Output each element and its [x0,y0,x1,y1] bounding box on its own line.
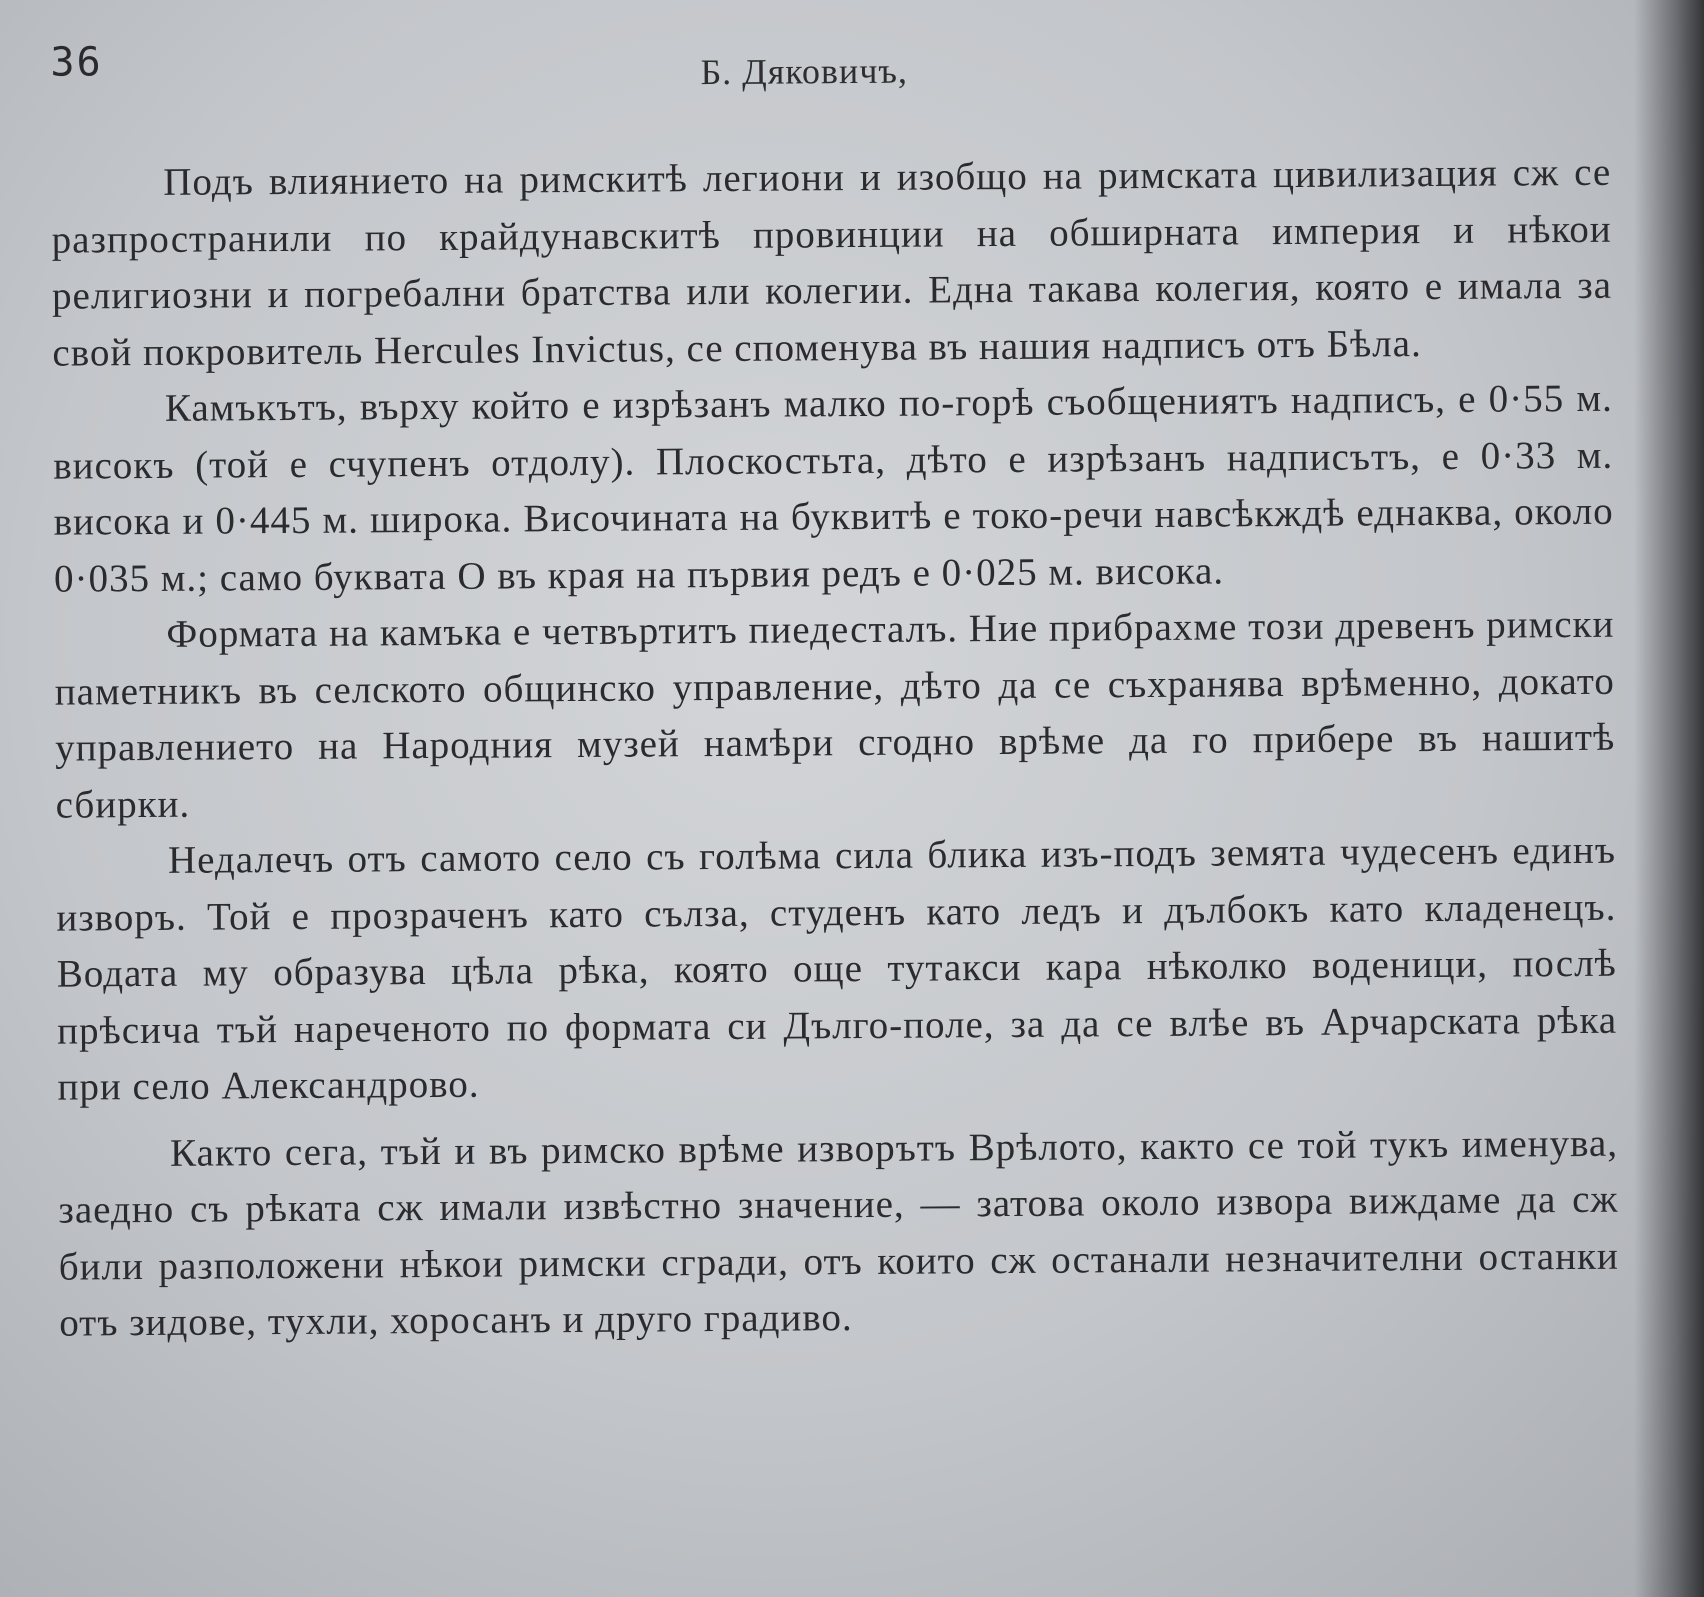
book-spine-shadow [1634,0,1704,1597]
paragraph: Както сега, тъй и въ римско врѣме изворътъ Врѣлото, както се той тукъ именува, заедно съ рѣката сж имали извѣстно значение, — затова около извора виждаме да сж били разположени нѣкои римски сгради, отъ които сж останали незначителни останки отъ зидове, тухли, хоросанъ и друго градиво. [58,1121,1619,1345]
body-text [51,145,1619,1352]
paragraph: Недалечъ отъ самото село съ голѣма сила блика изъ-подъ земята чудесенъ единъ изворъ. Той е прозраченъ като сълза, студенъ като ледъ и дълбокъ като кладенецъ. Водата му образува цѣла рѣка, която още тутакси кара нѣколко воденици, послѣ прѣсича тъй нареченото по формата си Дълго-поле, за да се влѣе въ Арчарската рѣка при село Александрово. [56,828,1618,1109]
paragraph: Камъкътъ, върху който е изрѣзанъ малко по-горѣ съобщениятъ надписъ, е 0·55 м. високъ (той е счупенъ отдолу). Плоскостьта, дѣто е изрѣзанъ надписътъ, е 0·33 м. висока и 0·445 м. широка. Височината на буквитѣ е токо-речи навсѣкждѣ еднаква, около 0·035 м.; само буквата О въ края на първия редъ е 0·025 м. висока. [53,376,1614,601]
page-number: 36 [50,39,103,86]
running-head-author: Б. Дяковичъ, [700,50,909,93]
paragraph: Подъ влиянието на римскитѣ легиони и изобщо на римската цивилизация сж се разпространили по крайдунавскитѣ провинции на обширната империя и нѣкои религиозни и погребални братства или колегии. Една такава колегия, която е имала за свой покровитель Hercules Invictus, се споменува въ нашия надписъ отъ Бѣла. [51,150,1613,375]
paragraph: Формата на камъка е четвъртитъ пиедесталъ. Ние прибрахме този древенъ римски паметникъ въ селското общинско управление, дѣто да се съхранява врѣменно, докато управлението на Народния музей намѣри сгодно врѣме да го прибере въ нашитѣ сбирки. [54,602,1616,827]
